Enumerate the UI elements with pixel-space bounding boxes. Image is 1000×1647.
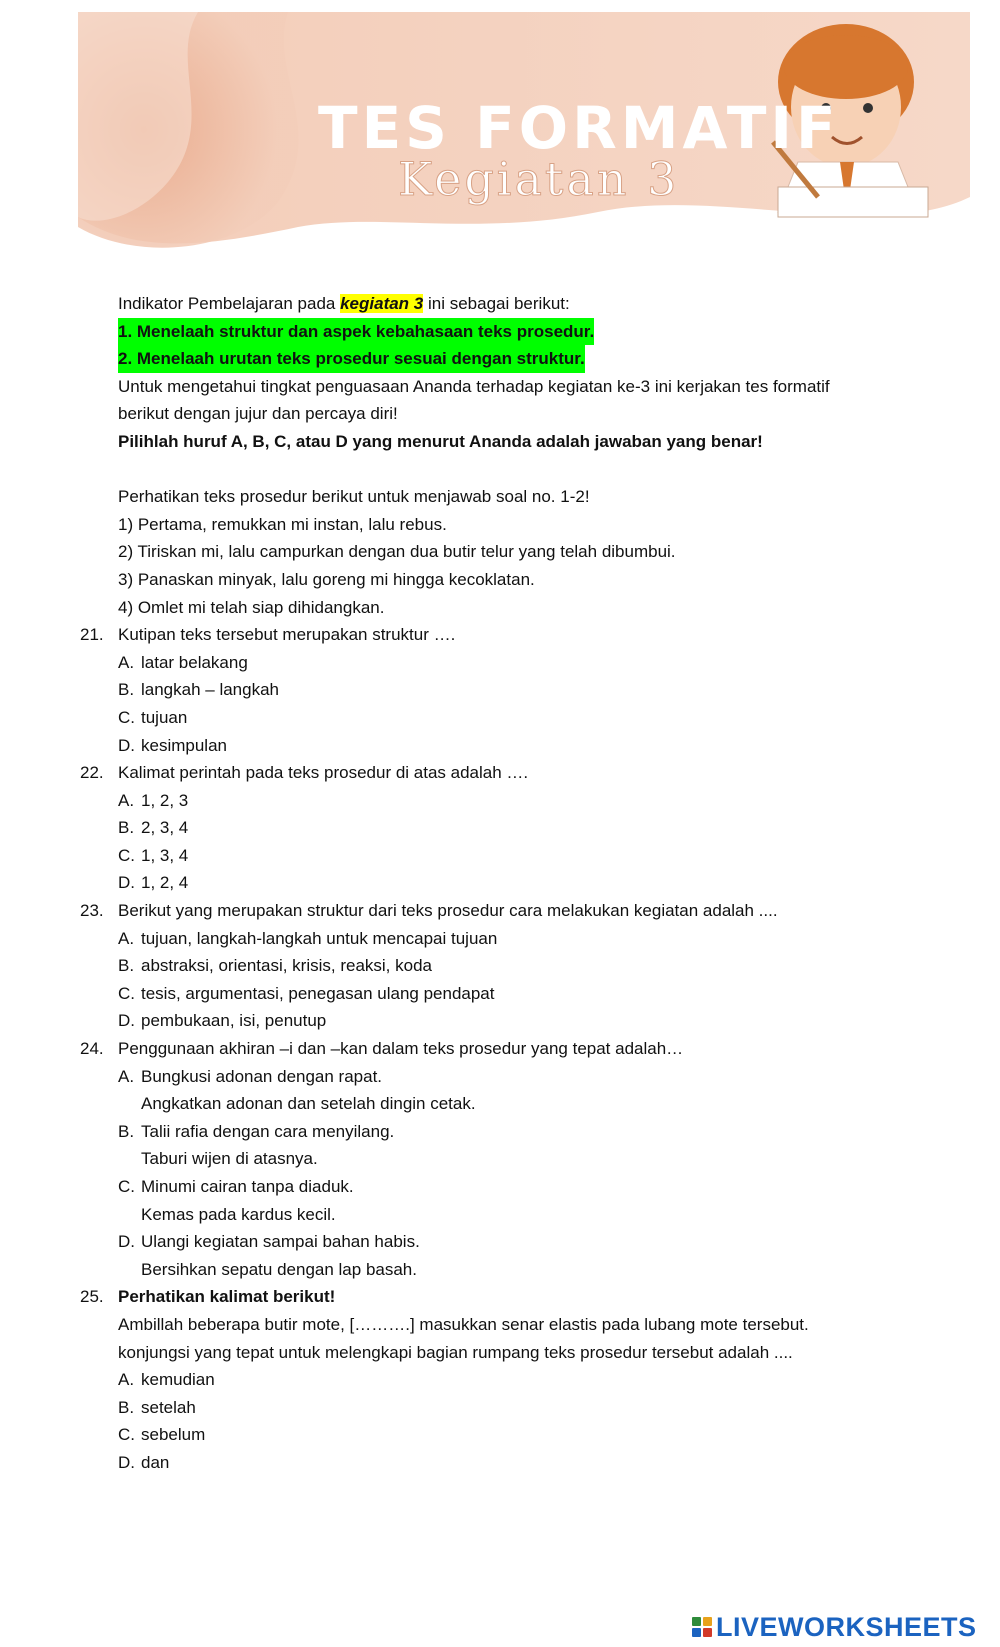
option-text: tesis, argumentasi, penegasan ulang pendapat — [141, 983, 495, 1003]
header-banner — [78, 12, 970, 262]
option[interactable] — [0, 787, 1000, 815]
question-21 — [0, 621, 1000, 649]
option-text-line2: Taburi wijen di atasnya. — [141, 1149, 318, 1169]
passage-header: Perhatikan teks prosedur berikut untuk menjawab soal no. 1-2! — [118, 487, 590, 507]
option[interactable] — [0, 1228, 1000, 1256]
option-text-line2: Kemas pada kardus kecil. — [141, 1204, 336, 1224]
option-text: kesimpulan — [141, 735, 227, 755]
question-sentence: Ambillah beberapa butir mote, [……….] masukkan senar elastis pada lubang mote tersebut. — [118, 1314, 809, 1334]
option[interactable] — [0, 1173, 1000, 1201]
option-letter: B. — [118, 956, 135, 976]
question-22 — [0, 759, 1000, 787]
option[interactable] — [0, 1449, 1000, 1477]
command-text: Pilihlah huruf A, B, C, atau D yang menurut Ananda adalah jawaban yang benar! — [118, 431, 763, 451]
option-letter: A. — [118, 928, 135, 948]
option-text: sebelum — [141, 1425, 206, 1445]
option-letter: D. — [118, 1452, 135, 1472]
option-text: tujuan — [141, 707, 188, 727]
option-text: Bungkusi adonan dengan rapat. — [141, 1066, 383, 1086]
indicator-line: Indikator Pembelajaran pada kegiatan 3 ini sebagai berikut: — [118, 294, 570, 313]
option-letter: D. — [118, 873, 135, 893]
option-letter: D. — [118, 735, 135, 755]
option-letter: B. — [118, 1397, 135, 1417]
passage-line: 1) Pertama, remukkan mi instan, lalu rebus. — [118, 514, 447, 534]
passage-line: 2) Tiriskan mi, lalu campurkan dengan dua butir telur yang telah dibumbui. — [118, 542, 676, 562]
option-letter: C. — [118, 1425, 135, 1445]
objective-2: 2. Menelaah urutan teks prosedur sesuai dengan struktur. — [118, 345, 585, 373]
option[interactable] — [0, 732, 1000, 760]
option[interactable] — [0, 1118, 1000, 1146]
option[interactable] — [0, 869, 1000, 897]
option-letter: D. — [118, 1232, 135, 1252]
option[interactable] — [0, 1063, 1000, 1091]
option[interactable] — [0, 1007, 1000, 1035]
option-letter: B. — [118, 680, 135, 700]
option-text-line2: Angkatkan adonan dan setelah dingin cetak. — [141, 1094, 476, 1114]
option[interactable] — [0, 814, 1000, 842]
option[interactable] — [0, 676, 1000, 704]
option-letter: C. — [118, 845, 135, 865]
question-prompt: konjungsi yang tepat untuk melengkapi bagian rumpang teks prosedur tersebut adalah .... — [118, 1342, 793, 1362]
question-25 — [0, 1283, 1000, 1311]
question-number: 22. — [80, 763, 104, 783]
question-number: 24. — [80, 1039, 104, 1059]
banner-title: TES FORMATIF — [318, 94, 840, 162]
option-letter: B. — [118, 1121, 135, 1141]
question-text: Kutipan teks tersebut merupakan struktur …. — [118, 625, 456, 645]
option[interactable] — [0, 1421, 1000, 1449]
option-text: 1, 3, 4 — [141, 845, 189, 865]
question-number: 23. — [80, 901, 104, 921]
option-text: 1, 2, 4 — [141, 873, 189, 893]
option-text: tujuan, langkah-langkah untuk mencapai tujuan — [141, 928, 498, 948]
option[interactable] — [0, 649, 1000, 677]
option[interactable] — [0, 704, 1000, 732]
option-text: Ulangi kegiatan sampai bahan habis. — [141, 1232, 420, 1252]
question-number: 25. — [80, 1287, 104, 1307]
option-letter: C. — [118, 707, 135, 727]
passage-line: 4) Omlet mi telah siap dihidangkan. — [118, 597, 385, 617]
option-text: 2, 3, 4 — [141, 818, 189, 838]
option-text: latar belakang — [141, 652, 248, 672]
question-text: Kalimat perintah pada teks prosedur di atas adalah …. — [118, 763, 529, 783]
question-text: Perhatikan kalimat berikut! — [118, 1287, 336, 1307]
question-text: Berikut yang merupakan struktur dari teks prosedur cara melakukan kegiatan adalah .... — [118, 901, 778, 921]
worksheet-content — [0, 290, 1000, 1477]
option-letter: D. — [118, 1011, 135, 1031]
passage-line: 3) Panaskan minyak, lalu goreng mi hingga kecoklatan. — [118, 569, 535, 589]
option-letter: A. — [118, 1066, 135, 1086]
option[interactable] — [0, 1366, 1000, 1394]
option-text: kemudian — [141, 1370, 215, 1390]
option-letter: C. — [118, 1177, 135, 1196]
instruction-line-1: Untuk mengetahui tingkat penguasaan Ananda terhadap kegiatan ke-3 ini kerjakan tes formatif — [118, 376, 830, 396]
option-letter: A. — [118, 1370, 135, 1390]
kegiatan-highlight: kegiatan 3 — [340, 294, 424, 313]
option-text-line2: Bersihkan sepatu dengan lap basah. — [141, 1259, 417, 1279]
option-text: Minumi cairan tanpa diaduk. — [141, 1177, 354, 1196]
question-23 — [0, 897, 1000, 925]
option[interactable] — [0, 842, 1000, 870]
question-number: 21. — [80, 625, 104, 645]
logo-text: LIVEWORKSHEETS — [716, 1611, 977, 1642]
option[interactable] — [0, 1394, 1000, 1422]
option-letter: B. — [118, 818, 135, 838]
banner-subtitle: Kegiatan 3 — [398, 152, 680, 206]
logo-blocks-icon — [692, 1617, 712, 1637]
option-letter: A. — [118, 790, 135, 810]
option[interactable] — [0, 952, 1000, 980]
option-text: langkah – langkah — [141, 680, 280, 700]
question-text: Penggunaan akhiran –i dan –kan dalam teks prosedur yang tepat adalah… — [118, 1039, 684, 1059]
option-text: abstraksi, orientasi, krisis, reaksi, koda — [141, 956, 432, 976]
option-letter: A. — [118, 652, 135, 672]
question-24 — [0, 1035, 1000, 1063]
liveworksheets-logo[interactable] — [692, 1612, 977, 1642]
option-text: dan — [141, 1452, 170, 1472]
option-letter: C. — [118, 983, 135, 1003]
option-text: pembukaan, isi, penutup — [141, 1011, 327, 1031]
option-text: 1, 2, 3 — [141, 790, 189, 810]
option-text: setelah — [141, 1397, 196, 1417]
instruction-line-2: berikut dengan jujur dan percaya diri! — [118, 404, 398, 424]
option-text: Talii rafia dengan cara menyilang. — [141, 1121, 395, 1141]
objective-1: 1. Menelaah struktur dan aspek kebahasaan teks prosedur. — [118, 318, 594, 346]
option[interactable] — [0, 980, 1000, 1008]
option[interactable] — [0, 925, 1000, 953]
